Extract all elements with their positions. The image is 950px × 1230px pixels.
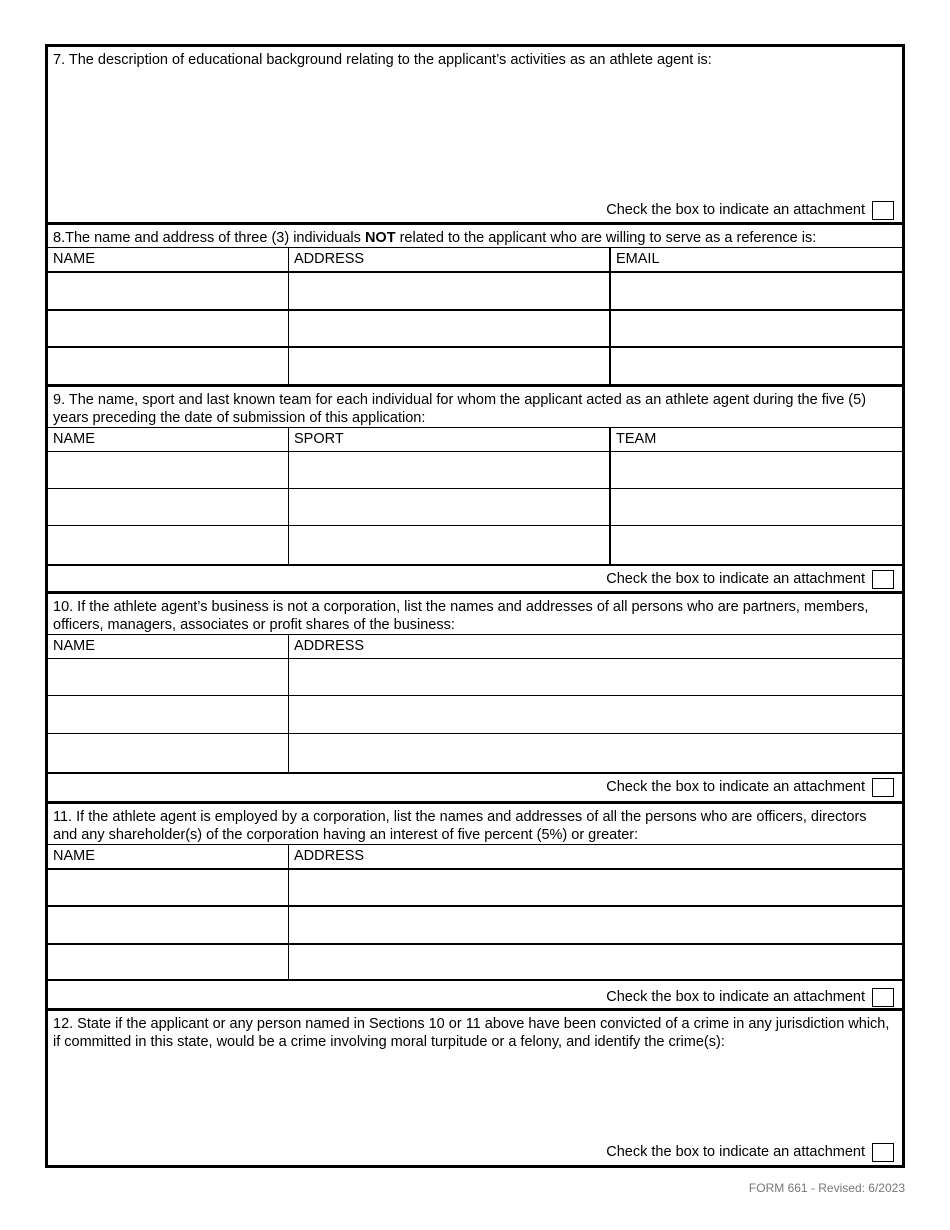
address-field[interactable] — [288, 659, 902, 695]
table-row — [48, 695, 902, 733]
table-row — [48, 451, 902, 488]
section-7-prompt: 7. The description of educational background relating to the applicant’s activities as an athlete agent is: — [53, 52, 712, 68]
sport-field[interactable] — [288, 452, 609, 488]
form-footer: FORM 661 - Revised: 6/2023 — [748, 1181, 905, 1195]
column-header: SPORT — [288, 428, 609, 451]
team-field[interactable] — [609, 452, 902, 488]
form-frame — [45, 44, 905, 1168]
section-10 — [48, 591, 902, 801]
section-10-prompt: 10. If the athlete agent’s business is not a corporation, list the names and addresses of all persons who are partners, members, officers, managers, associates or profit shares of the business: — [53, 599, 869, 633]
table-row — [48, 658, 902, 695]
address-field[interactable] — [288, 273, 609, 309]
address-field[interactable] — [288, 945, 902, 979]
attachment-label: Check the box to indicate an attachment — [606, 571, 865, 587]
column-header: NAME — [53, 848, 95, 864]
table-row — [48, 868, 902, 905]
name-field[interactable] — [48, 734, 288, 772]
section-8-table — [48, 247, 902, 387]
column-header: NAME — [53, 638, 95, 654]
column-header: TEAM — [609, 428, 902, 451]
table-row — [48, 943, 902, 979]
section-11-attachment — [606, 987, 894, 1007]
email-field[interactable] — [609, 311, 902, 346]
section-7 — [48, 47, 902, 222]
table-header-row — [48, 247, 902, 271]
column-header: ADDRESS — [288, 635, 902, 658]
table-row — [48, 309, 902, 346]
table-row — [48, 346, 902, 387]
address-field[interactable] — [288, 907, 902, 943]
sport-field[interactable] — [288, 489, 609, 525]
column-header: NAME — [53, 251, 95, 267]
team-field[interactable] — [609, 489, 902, 525]
name-field[interactable] — [48, 526, 288, 564]
section-7-attachment — [606, 200, 894, 220]
section-10-table — [48, 634, 902, 772]
name-field[interactable] — [48, 489, 288, 525]
address-field[interactable] — [288, 348, 609, 387]
section-9 — [48, 384, 902, 591]
name-field[interactable] — [48, 907, 288, 943]
section-9-table — [48, 427, 902, 564]
name-field[interactable] — [48, 311, 288, 346]
section-8 — [48, 222, 902, 384]
sport-field[interactable] — [288, 526, 609, 564]
section-11-table — [48, 844, 902, 982]
table-row — [48, 733, 902, 772]
section-8-prompt: 8.The name and address of three (3) individuals NOT related to the applicant who are willing to serve as a reference is: — [53, 230, 817, 246]
table-row — [48, 488, 902, 525]
name-field[interactable] — [48, 870, 288, 905]
name-field[interactable] — [48, 945, 288, 979]
name-field[interactable] — [48, 452, 288, 488]
table-header-row — [48, 427, 902, 451]
section-9-prompt: 9. The name, sport and last known team for each individual for whom the applicant acted as an athlete agent during the five (5) years preceding the date of submission of this application: — [53, 392, 867, 426]
table-row — [48, 905, 902, 943]
section-7-attachment-checkbox[interactable] — [872, 201, 894, 220]
team-field[interactable] — [609, 526, 902, 564]
address-field[interactable] — [288, 311, 609, 346]
table-header-row — [48, 844, 902, 868]
address-field[interactable] — [288, 696, 902, 733]
section-12-attachment — [606, 1142, 894, 1162]
section-11 — [48, 801, 902, 1008]
column-header: ADDRESS — [288, 248, 609, 271]
name-field[interactable] — [48, 659, 288, 695]
attachment-label: Check the box to indicate an attachment — [606, 1144, 865, 1160]
column-header: NAME — [53, 431, 95, 447]
name-field[interactable] — [48, 273, 288, 309]
column-header: ADDRESS — [288, 845, 902, 868]
attachment-label: Check the box to indicate an attachment — [606, 202, 865, 218]
section-11-attachment-checkbox[interactable] — [872, 988, 894, 1007]
attachment-label: Check the box to indicate an attachment — [606, 779, 865, 795]
table-row — [48, 525, 902, 564]
section-12 — [48, 1008, 902, 1165]
section-9-attachment — [606, 569, 894, 589]
table-header-row — [48, 634, 902, 658]
address-field[interactable] — [288, 870, 902, 905]
email-field[interactable] — [609, 273, 902, 309]
name-field[interactable] — [48, 348, 288, 387]
attachment-label: Check the box to indicate an attachment — [606, 989, 865, 1005]
table-row — [48, 271, 902, 309]
section-9-attachment-checkbox[interactable] — [872, 570, 894, 589]
table-bottom-rule — [48, 772, 902, 774]
section-11-prompt: 11. If the athlete agent is employed by a corporation, list the names and addresses of all the persons who are officers, directors and any shareholder(s) of the corporation having an interest of five percent (5%) or greater: — [53, 809, 867, 843]
address-field[interactable] — [288, 734, 902, 772]
section-12-attachment-checkbox[interactable] — [872, 1143, 894, 1162]
table-bottom-rule — [48, 979, 902, 981]
section-10-attachment — [606, 777, 894, 797]
name-field[interactable] — [48, 696, 288, 733]
section-12-prompt: 12. State if the applicant or any person named in Sections 10 or 11 above have been convicted of a crime in any jurisdiction which, if committed in this state, would be a crime involving moral turpitude or a felony, and identify the crime(s): — [53, 1016, 890, 1050]
table-bottom-rule — [48, 564, 902, 566]
section-10-attachment-checkbox[interactable] — [872, 778, 894, 797]
email-field[interactable] — [609, 348, 902, 387]
column-header: EMAIL — [609, 248, 902, 271]
